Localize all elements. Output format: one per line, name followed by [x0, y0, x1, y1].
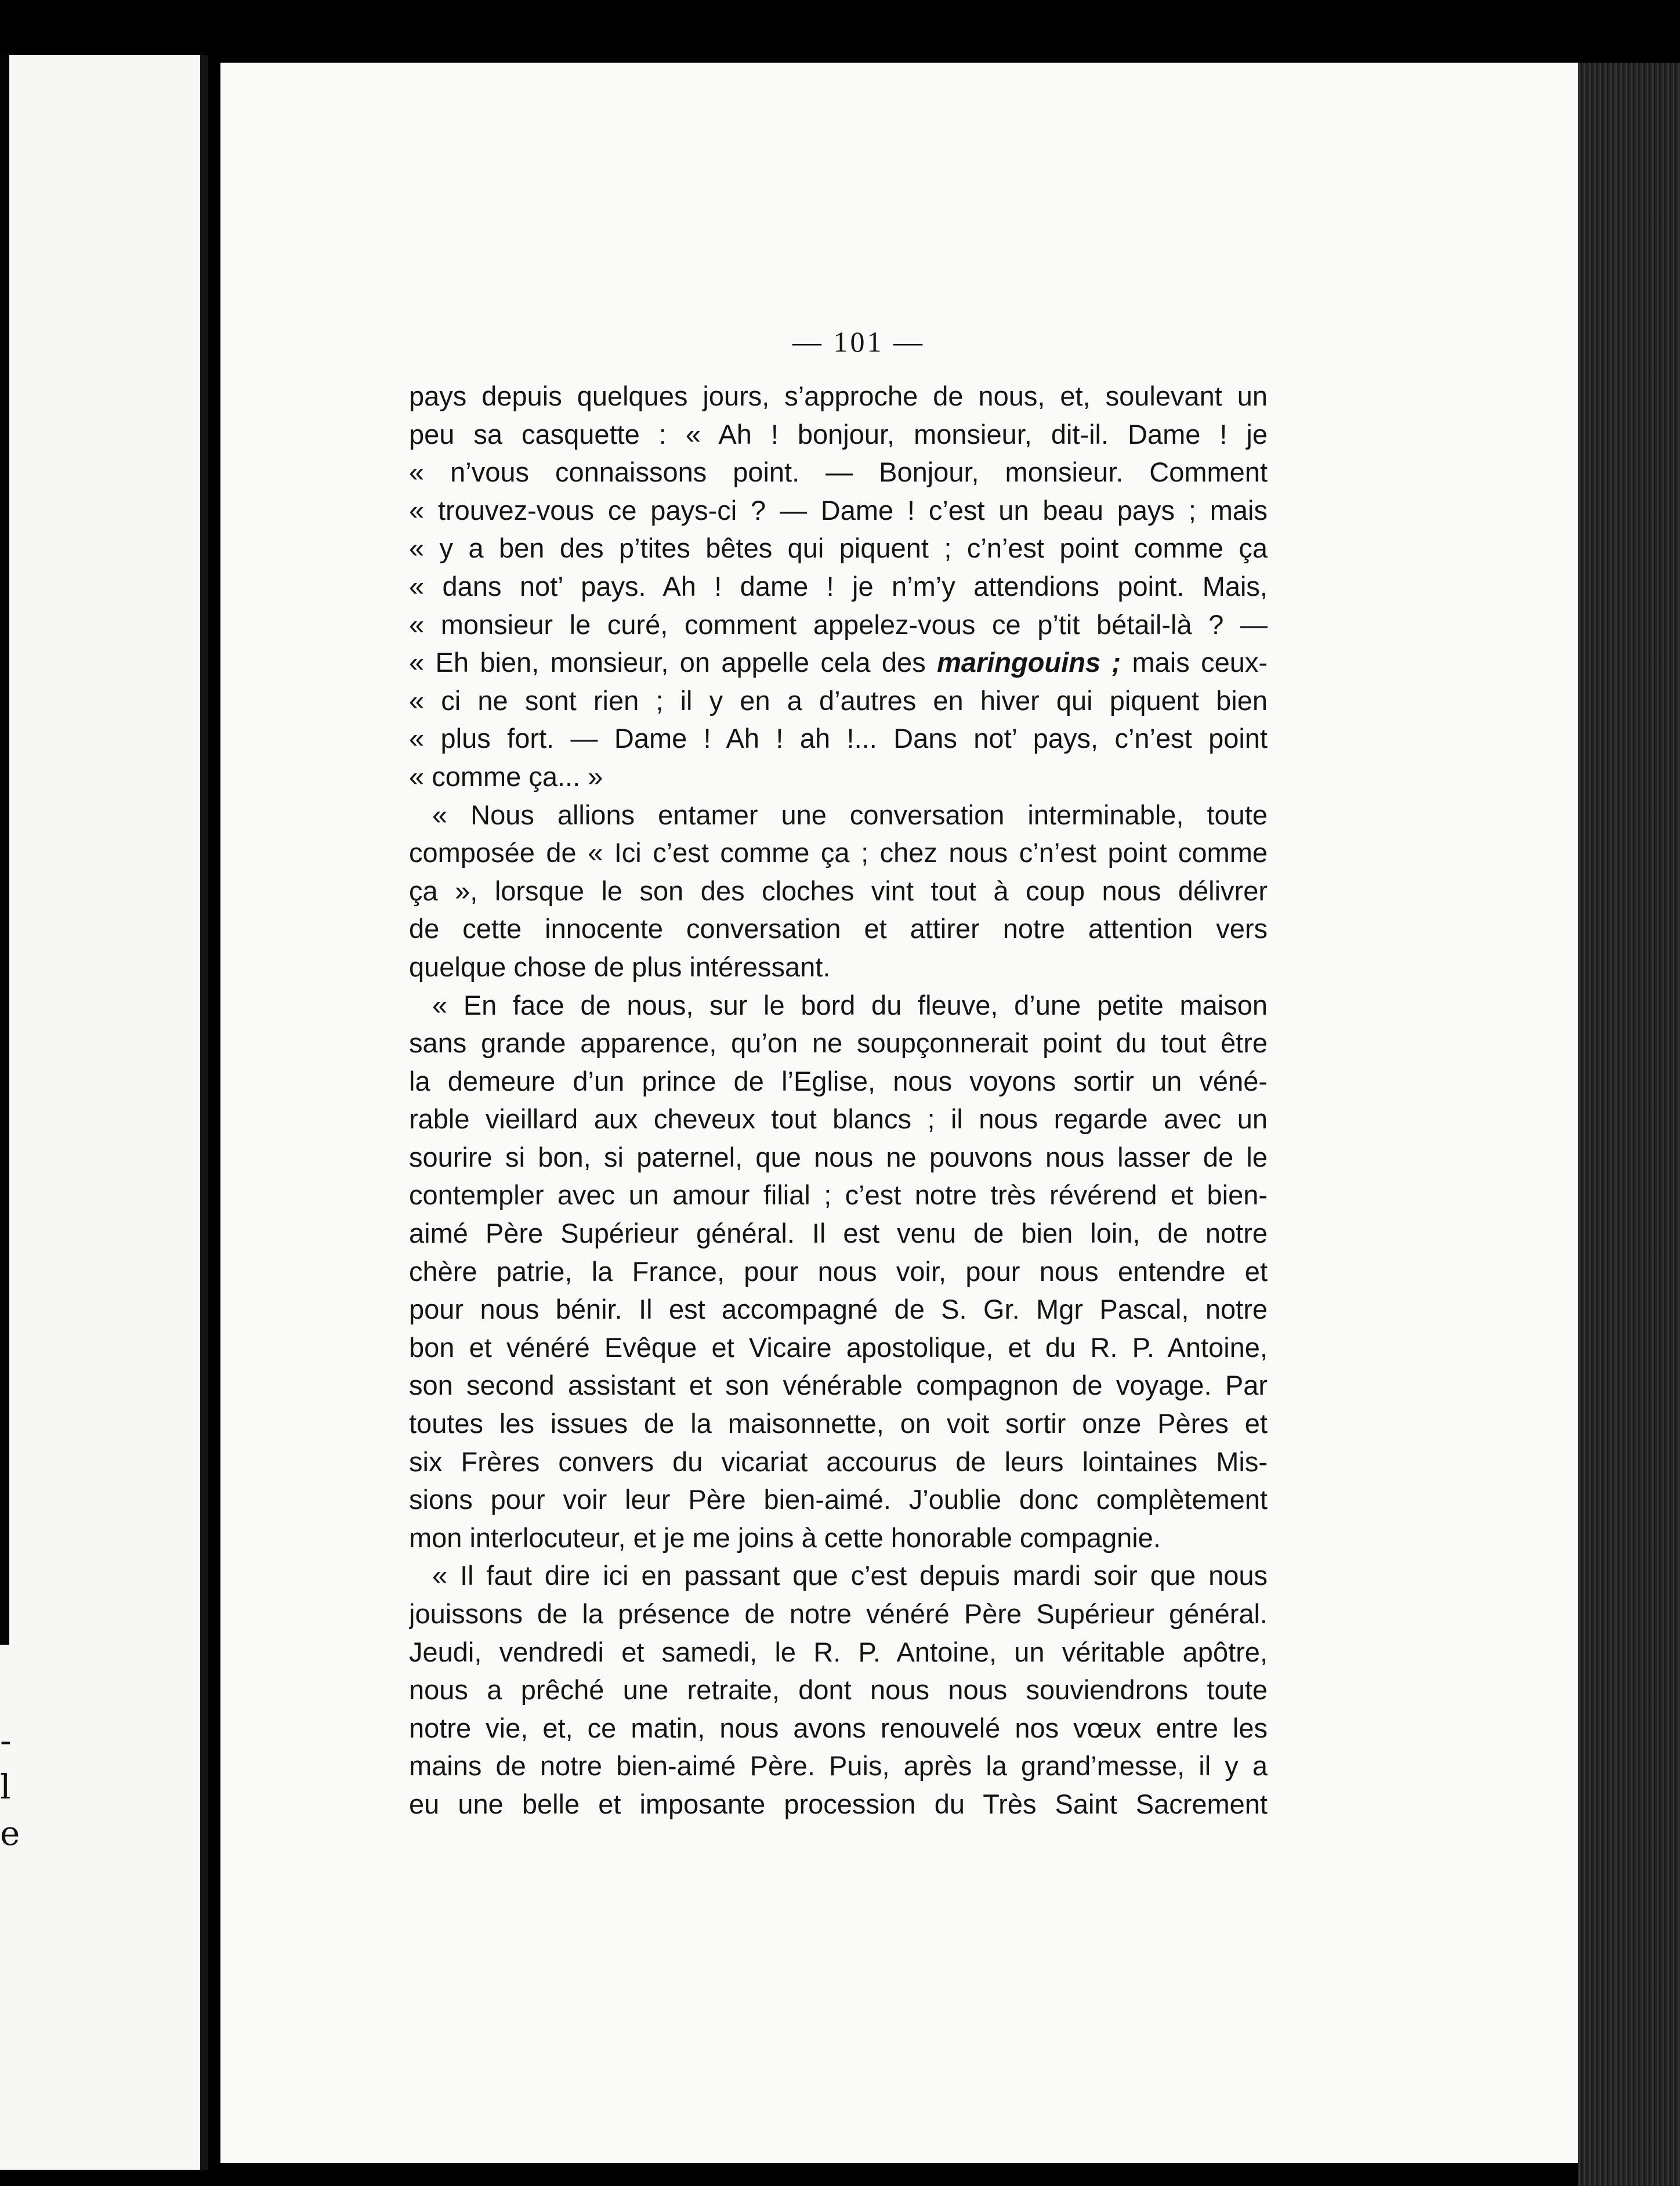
text-line: bon et vénéré Evêque et Vicaire apostolique, et du R. P. Antoine,: [409, 1331, 1268, 1363]
left-page-mark: e: [0, 1814, 20, 1853]
text-line: « Il faut dire ici en passant que c’est depuis mardi soir que nous: [432, 1560, 1268, 1591]
text-line: nous a prêché une retraite, dont nous nous souviendrons toute: [409, 1674, 1268, 1706]
text-line: aimé Père Supérieur général. Il est venu de bien loin, de notre: [409, 1218, 1268, 1249]
text-line: « dans not’ pays. Ah ! dame ! je n’m’y attendions point. Mais,: [409, 570, 1268, 602]
text-line: « comme ça... »: [409, 761, 603, 792]
text-line: « En face de nous, sur le bord du fleuve, d’une petite maison: [432, 989, 1268, 1020]
emphasized-word: maringouins ;: [937, 647, 1121, 678]
text-line: peu sa casquette : « Ah ! bonjour, monsieur, dit-il. Dame ! je: [409, 418, 1268, 450]
text-segment: « Eh bien, monsieur, on appelle cela des: [409, 647, 937, 678]
text-line: ça », lorsque le son des cloches vint tout à coup nous délivrer: [409, 875, 1268, 906]
text-line: quelque chose de plus intéressant.: [409, 951, 831, 982]
text-line: « Nous allions entamer une conversation interminable, toute: [432, 799, 1268, 830]
left-page-dark-edge: [0, 55, 9, 1645]
text-line: pays depuis quelques jours, s’approche de nous, et, soulevant un: [409, 381, 1268, 411]
text-line: pour nous bénir. Il est accompagné de S. Gr. Mgr Pascal, notre: [409, 1294, 1268, 1325]
text-line: jouissons de la présence de notre vénéré Père Supérieur général.: [409, 1598, 1268, 1629]
text-line: « y a ben des p’tites bêtes qui piquent ; c’n’est point comme ça: [409, 533, 1268, 564]
text-line: « monsieur le curé, comment appelez-vous ce p’tit bétail-là ? —: [409, 609, 1268, 640]
book-binding-gutter: [200, 55, 208, 2170]
text-line: toutes les issues de la maisonnette, on voit sortir onze Pères et: [409, 1408, 1268, 1439]
book-page-edge: [1578, 63, 1680, 2186]
text-line: chère patrie, la France, pour nous voir, pour nous entendre et: [409, 1255, 1268, 1287]
text-line: contempler avec un amour filial ; c’est notre très révérend et bien-: [409, 1179, 1268, 1211]
text-line: eu une belle et imposante procession du Très Saint Sacrement: [409, 1788, 1268, 1819]
text-line: mon interlocuteur, et je me joins à cette honorable compagnie.: [409, 1522, 1161, 1553]
left-page-mark: -: [0, 1721, 12, 1760]
text-line: mains de notre bien-aimé Père. Puis, après la grand’messe, il y a: [409, 1750, 1268, 1782]
text-line: sions pour voir leur Père bien-aimé. J’oublie donc complètement: [409, 1484, 1268, 1515]
text-line: [409, 643, 1268, 682]
text-segment: mais ceux-: [1121, 647, 1268, 678]
text-line: rable vieillard aux cheveux tout blancs ; il nous regarde avec un: [409, 1103, 1268, 1135]
text-line: Jeudi, vendredi et samedi, le R. P. Antoine, un véritable apôtre,: [409, 1636, 1268, 1667]
text-line: son second assistant et son vénérable compagnon de voyage. Par: [409, 1370, 1268, 1401]
left-page-fragment: [0, 55, 206, 2170]
left-page-mark: l: [0, 1767, 11, 1807]
text-line: sans grande apparence, qu’on ne soupçonnerait point du tout être: [409, 1027, 1268, 1059]
text-line: de cette innocente conversation et attirer notre attention vers: [409, 913, 1268, 944]
page-body-text: [409, 377, 1268, 1823]
text-line: la demeure d’un prince de l’Eglise, nous voyons sortir un véné-: [409, 1065, 1268, 1096]
text-line: notre vie, et, ce matin, nous avons renouvelé nos vœux entre les: [409, 1712, 1268, 1743]
text-line: sourire si bon, si paternel, que nous ne pouvons nous lasser de le: [409, 1141, 1268, 1172]
text-line: composée de « Ici c’est comme ça ; chez nous c’n’est point comme: [409, 837, 1268, 868]
text-line: « trouvez-vous ce pays-ci ? — Dame ! c’est un beau pays ; mais: [409, 494, 1268, 526]
text-line: « ci ne sont rien ; il y en a d’autres en hiver qui piquent bien: [409, 685, 1268, 716]
left-page-text-fragments: [0, 1717, 23, 1856]
text-line: six Frères convers du vicariat accourus de leurs lointaines Mis-: [409, 1446, 1268, 1477]
text-line: « plus fort. — Dame ! Ah ! ah !... Dans not’ pays, c’n’est point: [409, 723, 1268, 754]
text-line: « n’vous connaissons point. — Bonjour, monsieur. Comment: [409, 457, 1268, 488]
top-black-band: [0, 0, 1680, 55]
page-number: — 101 —: [792, 325, 925, 358]
